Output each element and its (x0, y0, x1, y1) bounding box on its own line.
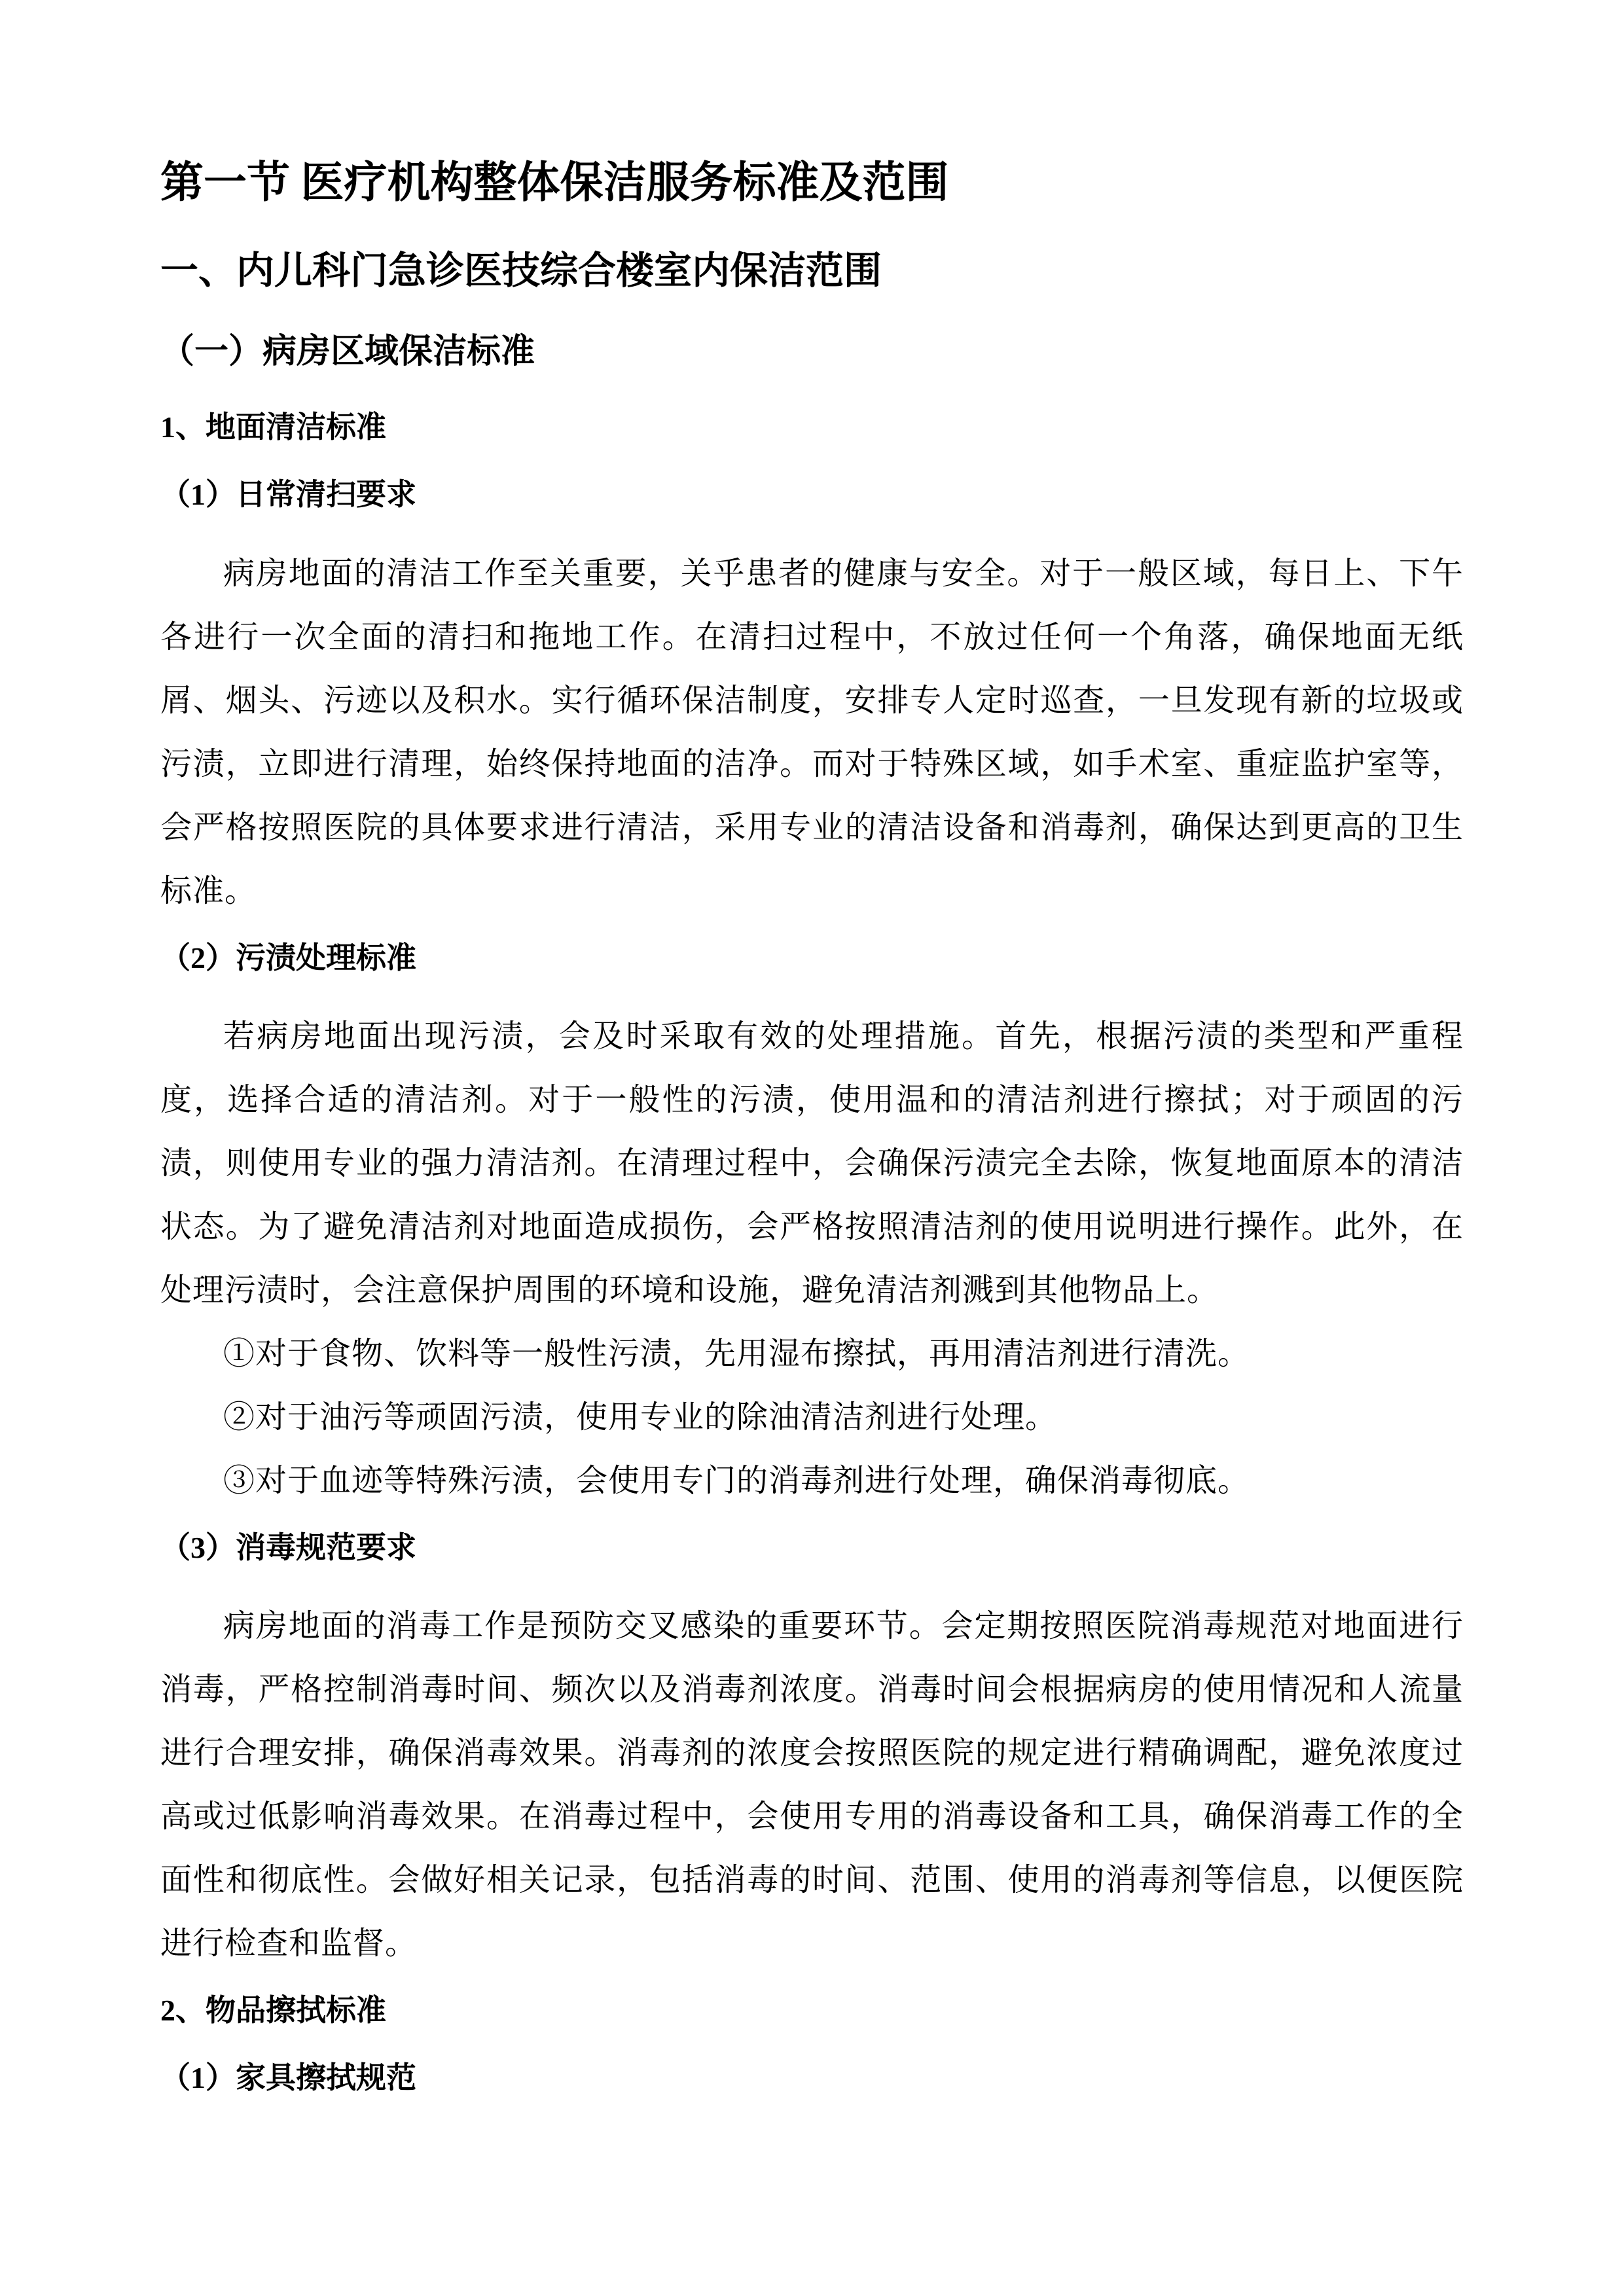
heading-furniture-wiping-spec: （1）家具擦拭规范 (160, 2061, 416, 2095)
section-heading-ward-area-standard: （一）病房区域保洁标准 (160, 332, 535, 370)
heading-item-wiping-standard: 2、物品擦拭标准 (160, 1993, 386, 2027)
heading-floor-cleaning-standard: 1、地面清洁标准 (160, 410, 386, 444)
stain-treatment-list (160, 1322, 1464, 1513)
list-item-oil-stains: ②对于油污等顽固污渍，使用专业的除油清洁剂进行处理。 (223, 1399, 1058, 1435)
paragraph-stain-treatment: 若病房地面出现污渍，会及时采取有效的处理措施。首先，根据污渍的类型和严重程度，选择合适的清洁剂。对于一般性的污渍，使用温和的清洁剂进行擦拭；对于顽固的污渍，则使用专业的强力清洁剂。在清理过程中，会确保污渍完全去除，恢复地面原本的清洁状态。为了避免清洁剂对地面造成损伤，会严格按照清洁剂的使用说明进行操作。此外，在处理污渍时，会注意保护周围的环境和设施，避免清洁剂溅到其他物品上。 (160, 1018, 1464, 1308)
heading-disinfection-requirement: （3）消毒规范要求 (160, 1530, 416, 1564)
list-item-general-stains: ①对于食物、饮料等一般性污渍，先用湿布擦拭，再用清洁剂进行清洗。 (223, 1336, 1250, 1371)
section-heading-indoor-cleaning-scope: 一、内儿科门急诊医技综合楼室内保洁范围 (160, 249, 882, 293)
list-item-blood-stains: ③对于血迹等特殊污渍，会使用专门的消毒剂进行处理，确保消毒彻底。 (223, 1463, 1250, 1498)
document-title: 第一节 医疗机构整体保洁服务标准及范围 (160, 159, 949, 207)
heading-stain-treatment-standard: （2）污渍处理标准 (160, 941, 416, 975)
paragraph-daily-cleaning: 病房地面的清洁工作至关重要，关乎患者的健康与安全。对于一般区域，每日上、下午各进行一次全面的清扫和拖地工作。在清扫过程中，不放过任何一个角落，确保地面无纸屑、烟头、污迹以及积水。实行循环保洁制度，安排专人定时巡查，一旦发现有新的垃圾或污渍，立即进行清理，始终保持地面的洁净。而对于特殊区域，如手术室、重症监护室等，会严格按照医院的具体要求进行清洁，采用专业的清洁设备和消毒剂，确保达到更高的卫生标准。 (160, 556, 1464, 908)
heading-daily-cleaning-requirement: （1）日常清扫要求 (160, 478, 416, 512)
paragraph-disinfection: 病房地面的消毒工作是预防交叉感染的重要环节。会定期按照医院消毒规范对地面进行消毒，严格控制消毒时间、频次以及消毒剂浓度。消毒时间会根据病房的使用情况和人流量进行合理安排，确保消毒效果。消毒剂的浓度会按照医院的规定进行精确调配，避免浓度过高或过低影响消毒效果。在消毒过程中，会使用专用的消毒设备和工具，确保消毒工作的全面性和彻底性。会做好相关记录，包括消毒的时间、范围、使用的消毒剂等信息，以便医院进行检查和监督。 (160, 1608, 1464, 1961)
